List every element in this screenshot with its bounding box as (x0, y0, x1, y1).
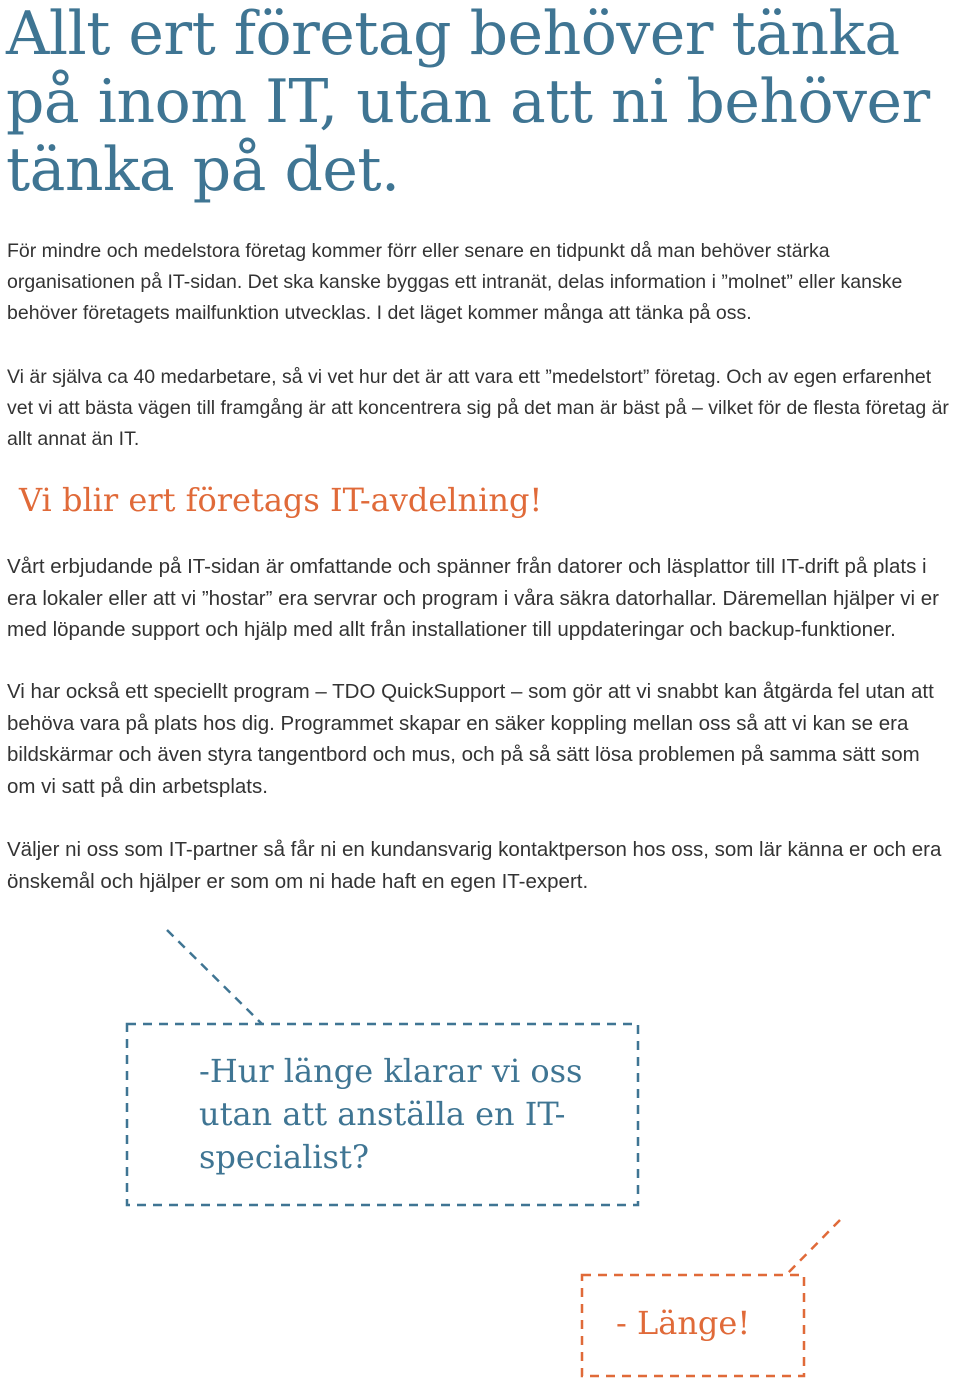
intro-paragraph-1: För mindre och medelstora företag kommer förr eller senare en tidpunkt då man behöver stärka organisationen på IT-sidan. Det ska kanske byggas ett intranät, delas information i ”molnet” eller kanske behöver företagets mailfunktion utvecklas. I det läget kommer många att tänka på oss. (7, 240, 903, 324)
question-callout-text: -Hur länge klarar vi oss utan att anställa en IT-specialist? (199, 1052, 583, 1176)
answer-callout-text: - Länge! (616, 1304, 751, 1342)
section-subheading: Vi blir ert företags IT-avdelning! (19, 481, 543, 519)
body-paragraph-3: Väljer ni oss som IT-partner så får ni en kundansvarig kontaktperson hos oss, som lär känna er och era önskemål och hjälper er som om ni hade haft en egen IT-expert. (7, 838, 942, 893)
answer-callout-frame (582, 1220, 840, 1376)
body-paragraph-1: Vårt erbjudande på IT-sidan är omfattande och spänner från datorer och läsplattor till IT-drift på plats i era lokaler eller att vi ”hostar” era servrar och program i våra säkra datorhallar. Däremellan hjälper vi er med löpande support och hjälp med allt från installationer till uppdateringar och backup-funktioner. (7, 555, 939, 641)
answer-pointer-line (786, 1220, 840, 1275)
page-headline: Allt ert företag behöver tänka på inom IT, utan att ni behöver tänka på det. (6, 0, 930, 205)
intro-paragraph-2: Vi är själva ca 40 medarbetare, så vi vet hur det är att vara ett ”medelstort” företag. Och av egen erfarenhet vet vi att bästa vägen till framgång är att koncentrera sig på det man är bäst på – vilket för de flesta företag är allt annat än IT. (7, 366, 949, 450)
body-paragraph-2: Vi har också ett speciellt program – TDO QuickSupport – som gör att vi snabbt kan åtgärda fel utan att behöva vara på plats hos dig. Programmet skapar en säker koppling mellan oss så att vi kan se era bildskärmar och även styra tangentbord och mus, och på så sätt lösa problemen på samma sätt som om vi satt på din arbetsplats. (7, 680, 934, 798)
question-pointer-line (167, 930, 262, 1024)
